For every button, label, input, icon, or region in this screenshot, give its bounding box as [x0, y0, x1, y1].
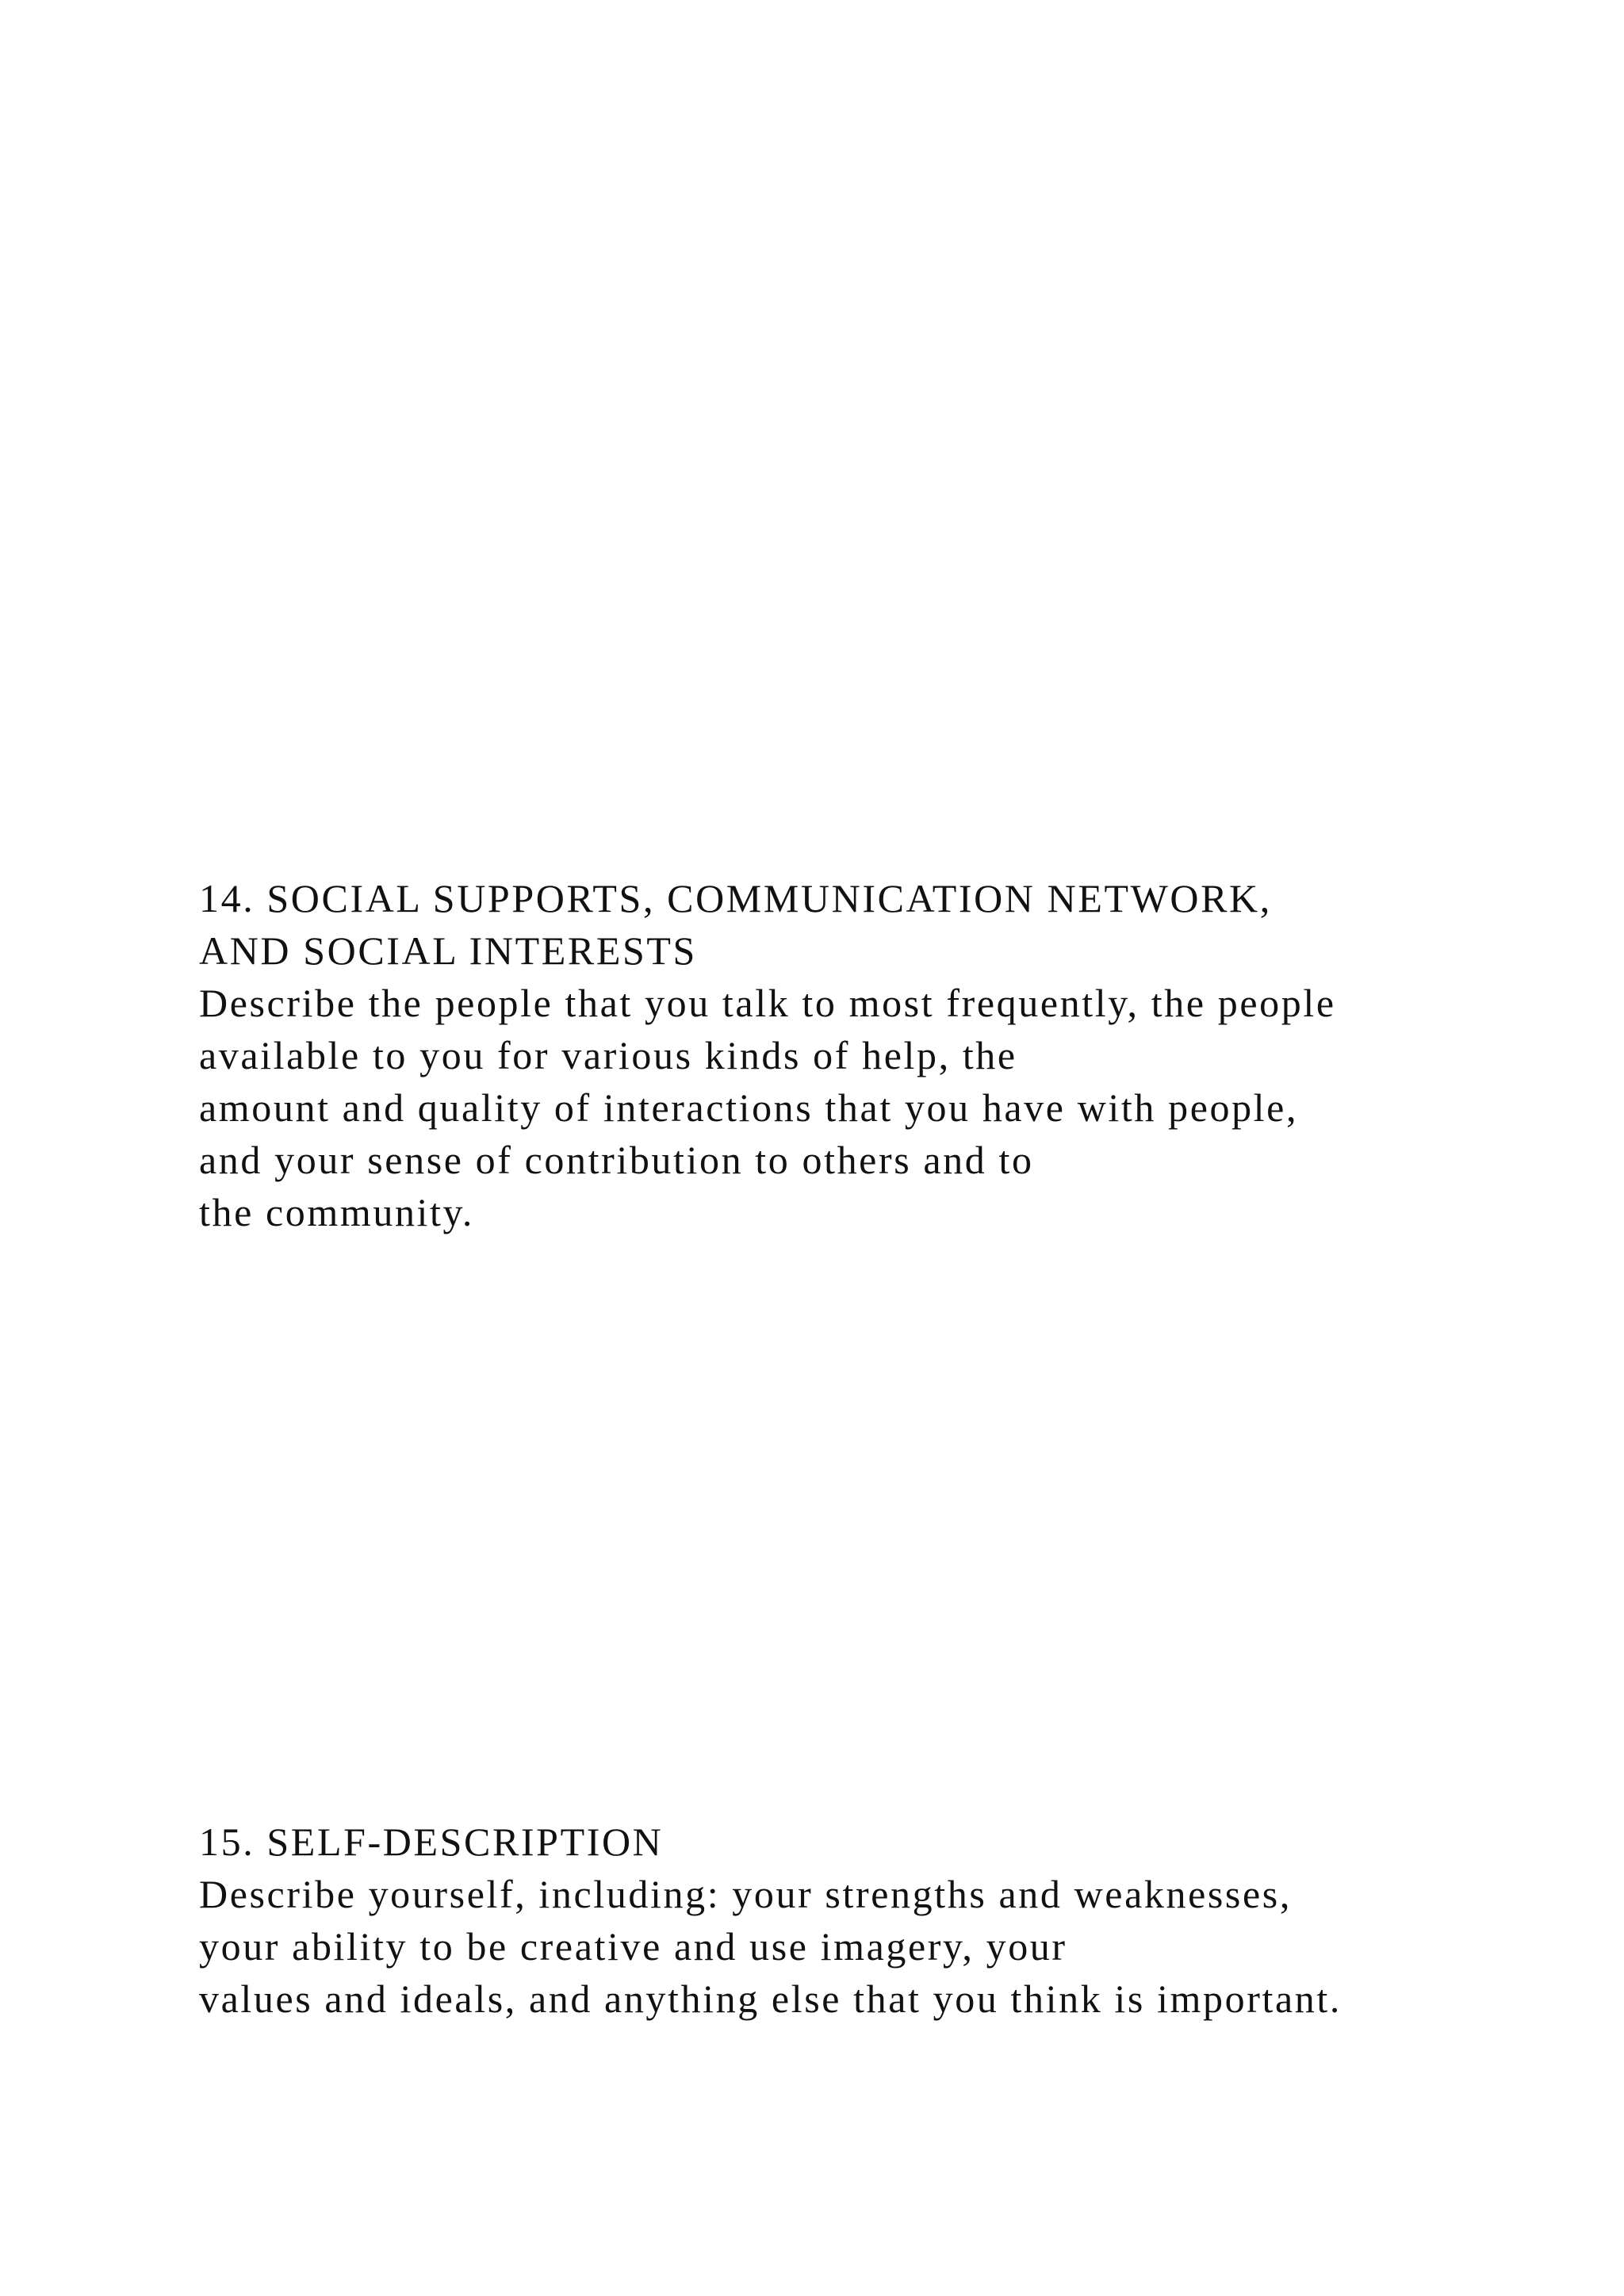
- section-heading: 14. SOCIAL SUPPORTS, COMMUNICATION NETWORK,: [199, 876, 1272, 920]
- section-heading: 15. SELF-DESCRIPTION: [199, 1820, 664, 1864]
- body-text-line: values and ideals, and anything else that you think is important.: [199, 1976, 1342, 2021]
- body-text-line: available to you for various kinds of help, the: [199, 1033, 1017, 1077]
- body-text-line: Describe the people that you talk to most frequently, the people: [199, 981, 1336, 1025]
- body-text-line: and your sense of contribution to others and to: [199, 1138, 1034, 1182]
- section-social-supports: [199, 872, 1547, 1238]
- section-self-description: [199, 1816, 1547, 2025]
- body-text-line: Describe yourself, including: your strengths and weaknesses,: [199, 1872, 1292, 1916]
- body-text-line: your ability to be creative and use imagery, your: [199, 1924, 1067, 1969]
- body-text-line: amount and quality of interactions that you have with people,: [199, 1085, 1299, 1130]
- body-text-line: the community.: [199, 1190, 474, 1234]
- section-heading: AND SOCIAL INTERESTS: [199, 928, 697, 973]
